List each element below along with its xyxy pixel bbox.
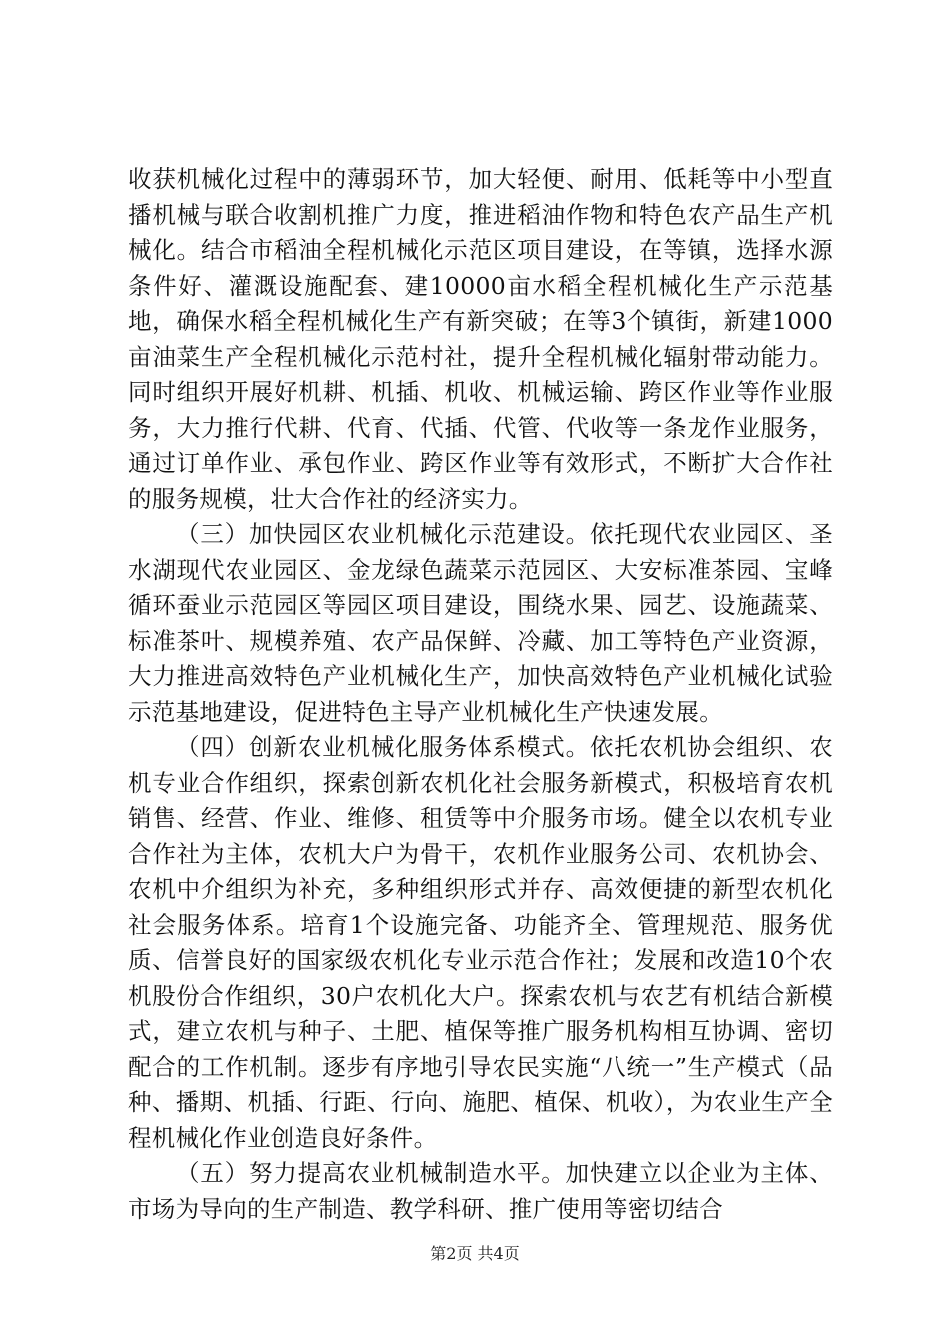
- paragraph-section-5: （五）努力提高农业机械制造水平。加快建立以企业为主体、市场为导向的生产制造、教学科研、推广使用等密切结合: [128, 1159, 833, 1223]
- paragraph-section-4: （四）创新农业机械化服务体系模式。依托农机协会组织、农机专业合作组织，探索创新农机化社会服务新模式，积极培育农机销售、经营、作业、维修、租赁等中介服务市场。健全以农机专业合作社为主体，农机大户为骨干，农机作业服务公司、农机协会、农机中介组织为补充，多种组织形式并存、高效便捷的新型农机化社会服务体系。培育1个设施完备、功能齐全、管理规范、服务优质、信誉良好的国家级农机化专业示范合作社；发展和改造10个农机股份合作组织，30户农机化大户。探索农机与农艺有机结合新模式，建立农机与种子、土肥、植保等推广服务机构相互协调、密切配合的工作机制。逐步有序地引导农民实施“八统一”生产模式（品种、播期、机插、行距、行向、施肥、植保、机收），为农业生产全程机械化作业创造良好条件。: [128, 733, 833, 1152]
- page-number-label: 第2页 共4页: [430, 1244, 520, 1263]
- paragraph-section-3: （三）加快园区农业机械化示范建设。依托现代农业园区、圣水湖现代农业园区、金龙绿色蔬菜示范园区、大安标准茶园、宝峰循环蚕业示范园区等园区项目建设，围绕水果、园艺、设施蔬菜、标准茶叶、规模养殖、农产品保鲜、冷藏、加工等特色产业资源，大力推进高效特色产业机械化生产，加快高效特色产业机械化试验示范基地建设，促进特色主导产业机械化生产快速发展。: [128, 520, 833, 726]
- page-footer: [0, 1244, 950, 1264]
- document-body: [128, 162, 833, 1227]
- paragraph-continuation: 收获机械化过程中的薄弱环节，加大轻便、耐用、低耗等中小型直播机械与联合收割机推广力度，推进稻油作物和特色农产品生产机械化。结合市稻油全程机械化示范区项目建设，在等镇，选择水源条件好、灌溉设施配套、建10000亩水稻全程机械化生产示范基地，确保水稻全程机械化生产有新突破；在等3个镇街，新建1000亩油菜生产全程机械化示范村社，提升全程机械化辐射带动能力。同时组织开展好机耕、机插、机收、机械运输、跨区作业等作业服务，大力推行代耕、代育、代插、代管、代收等一条龙作业服务，通过订单作业、承包作业、跨区作业等有效形式，不断扩大合作社的服务规模，壮大合作社的经济实力。: [128, 165, 833, 513]
